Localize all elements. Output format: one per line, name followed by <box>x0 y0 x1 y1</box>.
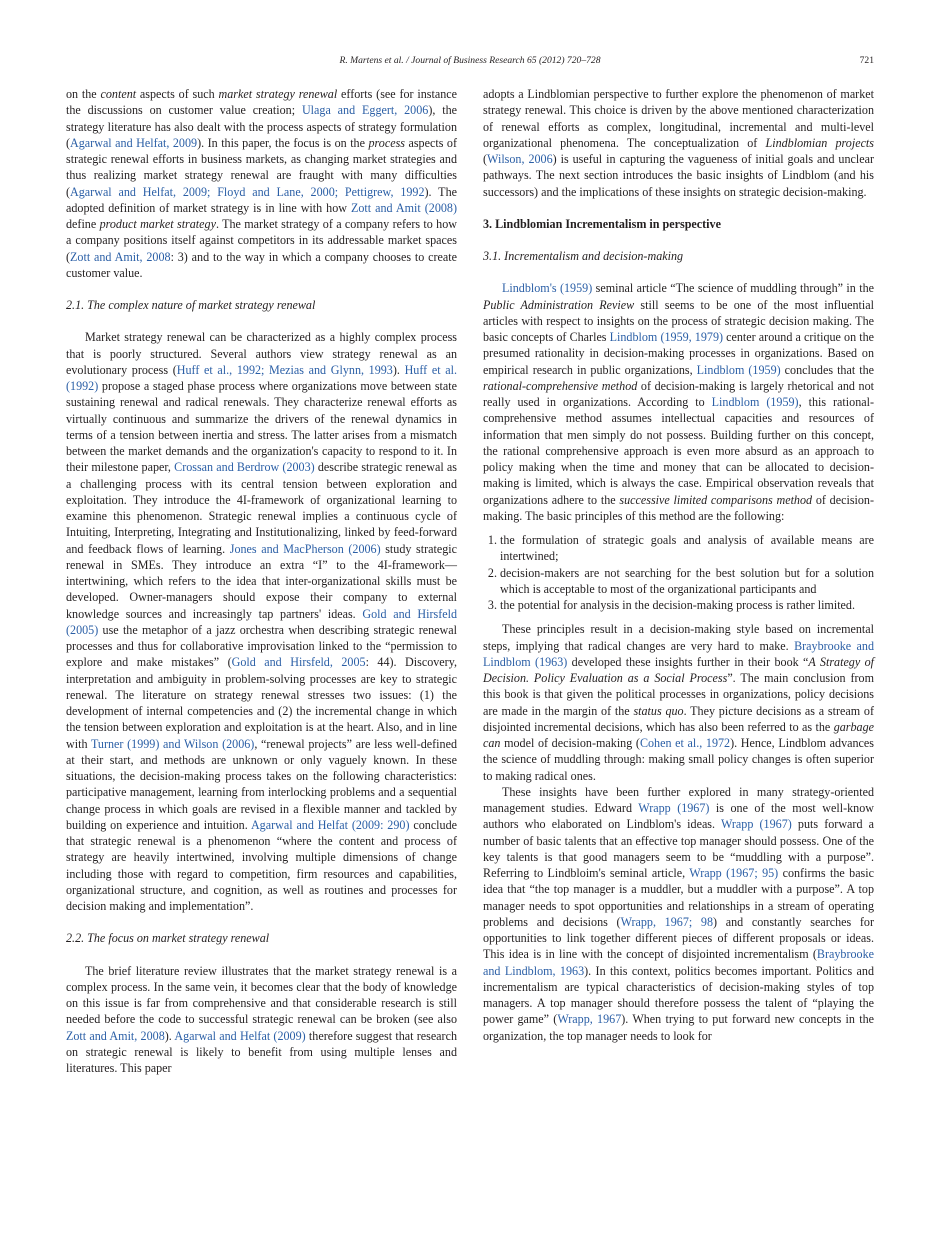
citation-link[interactable]: Agarwal and Helfat (2009: 290) <box>250 817 410 832</box>
list-item: 3. the potential for analysis in the decision-making process is rather limited. <box>500 597 874 613</box>
list-item: 2. decision-makers are not searching for the best solution but for a solution which is acceptable to most of the organizational participants and <box>500 565 874 598</box>
journal-citation: R. Martens et al. / Journal of Business Research 65 (2012) 720–728 <box>339 55 601 66</box>
citation-link[interactable]: Ulaga and Eggert, 2006 <box>301 103 429 118</box>
citation-link[interactable]: Jones and MacPherson (2006) <box>229 541 381 556</box>
citation-link[interactable]: Turner (1999) and Wilson (2006) <box>90 736 255 751</box>
citation-link[interactable]: Gold and Hirsfeld (2005) <box>66 606 457 637</box>
citation-link[interactable]: Lindblom (1959) <box>711 395 799 409</box>
citation-link[interactable]: Agarwal and Helfat (2009) <box>174 1028 306 1043</box>
paragraph: The brief literature review illustrates that the market strategy renewal is a complex process. In the same vein, it becomes clear that the body of knowledge on this issue is far from comprehensive and that considerable research is still needed before the code to successful strategic renewal can be broken (see also Zott and Amit, 2008). Agarwal and Helfat (2009) therefore suggest that research on strategic renewal is likely to benefit from using multiple lenses and literatures. This paper <box>66 963 457 1075</box>
page-number: 721 <box>859 55 874 66</box>
paragraph: on the content aspects of such market strategy renewal efforts (see for instance the discussions on customer value creation; Ulaga and Eggert, 2006), the strategy literature has also dealt with the process aspects of strategy formulation (Agarwal and Helfat, 2009). In this paper, the focus is on the process aspects of strategic renewal efforts in business markets, as changing market strategies and thus realizing market strategy renewal are fraught with many difficulties (Agarwal and Helfat, 2009; Floyd and Lane, 2000; Pettigrew, 1992). The adopted definition of market strategy is in line with how Zott and Amit (2008) define product market strategy. The market strategy of a company refers to how a company positions itself against competitors in its addressable market spaces (Zott and Amit, 2008: 3) and to the way in which a company chooses to create customer value. <box>66 87 458 280</box>
citation-link[interactable]: Wilson, 2006 <box>487 152 553 166</box>
citation-link[interactable]: Huff et al. (1992) <box>66 362 457 393</box>
citation-link[interactable]: Gold and Hirsfeld, 2005 <box>231 655 366 670</box>
citation-link[interactable]: Agarwal and Helfat, 2009 <box>70 135 198 150</box>
section-heading: 3. Lindblomian Incrementalism in perspective <box>483 216 721 231</box>
paragraph: These insights have been further explored in many strategy-oriented management studies. Edward Wrapp (1967) is one of the most well-know authors who elaborated on Lindblom's ideas. Wrapp (1967) puts forward a number of basic talents that an effective top manager should possess. One of the key talents is that good managers seem to be “muddling with a purpose”. Referring to Lindbloim's seminal article, Wrapp (1967; 95) confirms the basic idea that “the top manager is a muddler, but a muddler with a purpose”. A top manager needs to spot opportunities and relationships in a stream of operating problems and decisions (Wrapp, 1967; 98) and constantly searches for opportunities to link together different pieces of different proposals or ideas. This idea is in line with the concept of disjointed incrementalism (Braybrooke and Lindblom, 1963). In this context, politics becomes important. Politics and incrementalism are typical characteristics of decision-making styles of top managers. A top manager should therefore possess the talent of “playing the power game” (Wrapp, 1967). When trying to put forward new concepts in the organization, the top manager needs to look for <box>483 784 875 1043</box>
citation-link[interactable]: Zott and Amit, 2008 <box>66 1028 165 1043</box>
citation-link[interactable]: Wrapp (1967) <box>638 801 710 815</box>
principles-list <box>483 532 874 613</box>
running-header <box>66 55 874 73</box>
citation-link[interactable]: Cohen et al., 1972 <box>639 736 731 750</box>
right-column <box>483 86 874 1044</box>
subsection-heading: 2.1. The complex nature of market strategy renewal <box>66 298 316 312</box>
list-item: 1. the formulation of strategic goals and analysis of available means are intertwined; <box>500 532 874 565</box>
citation-link[interactable]: Agarwal and Helfat, 2009; Floyd and Lane, 2000; Pettigrew, 1992 <box>70 184 425 199</box>
citation-link[interactable]: Huff et al., 1992; Mezias and Glynn, 1993 <box>176 362 393 377</box>
paragraph: These principles result in a decision-making style based on incremental steps, implying that radical changes are very hard to make. Braybrooke and Lindblom (1963) developed these insights further in their book “A Strategy of Decision. Policy Evaluation as a Social Process”. The main conclusion from this book is that given the political processes in organizations, policy decisions are made in the margin of the status quo. They picture decisions as a stream of disjointed incremental decisions, which has also been referred to as the garbage can model of decision-making (Cohen et al., 1972). Hence, Lindblom advances the science of muddling through: making small policy changes is often superior to making radical ones. <box>483 622 875 783</box>
citation-link[interactable]: Wrapp, 1967; 98 <box>620 914 714 929</box>
paragraph: Market strategy renewal can be characterized as a highly complex process that is poorly structured. Several authors view strategy renewal as an evolutionary process (Huff et al., 1992; Mezias and Glynn, 1993). Huff et al. (1992) propose a staged phase process where organizations move between state sustaining renewal and radical renewals. They characterize renewal efforts as virtually continuous and summarize the drivers of the renewal dynamics in terms of a tension between inertia and stress. The latter arises from a mismatch between the market demands and the organization's capacity to respond to it. In their milestone paper, Crossan and Berdrow (2003) describe strategic renewal as a challenging process with its central tension between exploration and exploitation. They introduce the 4I-framework of organizational learning to examine this phenomenon. Strategic renewal implies a continuous cycle of Intuiting, Interpreting, Integrating and Institutionalizing, linked by feed-forward and feedback flows of learning. Jones and MacPherson (2006) study strategic renewal in SMEs. They introduce an extra “I” to the 4I-framework—intertwining, which refers to the idea that inter-organizational skills must be developed. Owner-managers should expose their company to external knowledge sources and increasingly tap partners' ideas. Gold and Hirsfeld (2005) use the metaphor of a jazz orchestra when describing strategic renewal processes and thus for collaborative improvisation linked to the “permission to explore and make mistakes” (Gold and Hirsfeld, 2005: 44). Discovery, interpretation and ambiguity in problem-solving processes are key to strategic renewal. The literature on strategy renewal stresses two issues: (1) the development of internal competencies and (2) the incremental change in which the tension between exploration and exploitation is at the heart. Also, and in line with Turner (1999) and Wilson (2006), “renewal projects” are less well-defined at their start, and methods are unknown or only vaguely known. In these situations, the decision-making process takes on the following characteristics: participative management, learning from interlocking problems and a sequential change process in which goals are revised in a flexible manner and tackled by building on experience and intuition. Agarwal and Helfat (2009: 290) conclude that strategic renewal is a phenomenon “where the content and process of strategy are heavily intertwined, involving multiple dimensions of change including those with regard to competition, firm resources and capabilities, organizational structure, and cognition, as well as routines and processes for decision making and implementation”. <box>66 330 458 913</box>
citation-link[interactable]: Crossan and Berdrow (2003) <box>174 460 315 475</box>
left-column <box>66 86 457 1076</box>
subsection-heading: 3.1. Incrementalism and decision-making <box>483 249 684 263</box>
citation-link[interactable]: Lindblom's (1959) <box>502 281 593 296</box>
citation-link[interactable]: Wrapp (1967; 95) <box>689 866 779 880</box>
citation-link[interactable]: Lindblom (1959, 1979) <box>609 330 724 344</box>
citation-link[interactable]: Zott and Amit, 2008 <box>70 249 171 264</box>
citation-link[interactable]: Braybrooke and Lindblom, 1963 <box>483 947 874 978</box>
citation-link[interactable]: Braybrooke and Lindblom (1963) <box>483 638 874 669</box>
paragraph: Lindblom's (1959) seminal article “The science of muddling through” in the Public Administration Review still seems to be one of the most influential articles with respect to insights on the process of strategic decision making. The basic concepts of Charles Lindblom (1959, 1979) center around a critique on the presumed rationality in decision-making processes in organizations. Based on empirical research in public organizations, Lindblom (1959) concludes that the rational-comprehensive method of decision-making is largely rhetorical and not really used in organizations. According to Lindblom (1959), this rational-comprehensive method assumes intellectual capacities and resources of information that men simply do not possess. Building further on this concept, the rational comprehensive approach is even more absurd as an approach to policy making when the time and money that can be allocated to decision-making is limited, which is always the case. Empirical observation reveals that organizations adhere to the successive limited comparisons method of decision-making. The basic principles of this method are the following: <box>483 281 875 523</box>
citation-link[interactable]: Wrapp (1967) <box>720 817 792 832</box>
citation-link[interactable]: Wrapp, 1967 <box>557 1012 622 1027</box>
subsection-heading: 2.2. The focus on market strategy renewal <box>66 931 270 946</box>
paragraph: adopts a Lindblomian perspective to further explore the phenomenon of market strategy renewal. This choice is driven by the above mentioned characterization of renewal efforts as complex, longitudinal, incremental and multi-level organizational phenomena. The conceptualization of Lindblomian projects (Wilson, 2006) is useful in capturing the vagueness of initial goals and unclear pathways. The next section introduces the basic insights of Lindblom (and his successors) and the implications of these insights on strategic decision-making. <box>483 87 875 199</box>
citation-link[interactable]: Zott and Amit (2008) <box>351 200 457 215</box>
citation-link[interactable]: Lindblom (1959) <box>696 362 781 377</box>
